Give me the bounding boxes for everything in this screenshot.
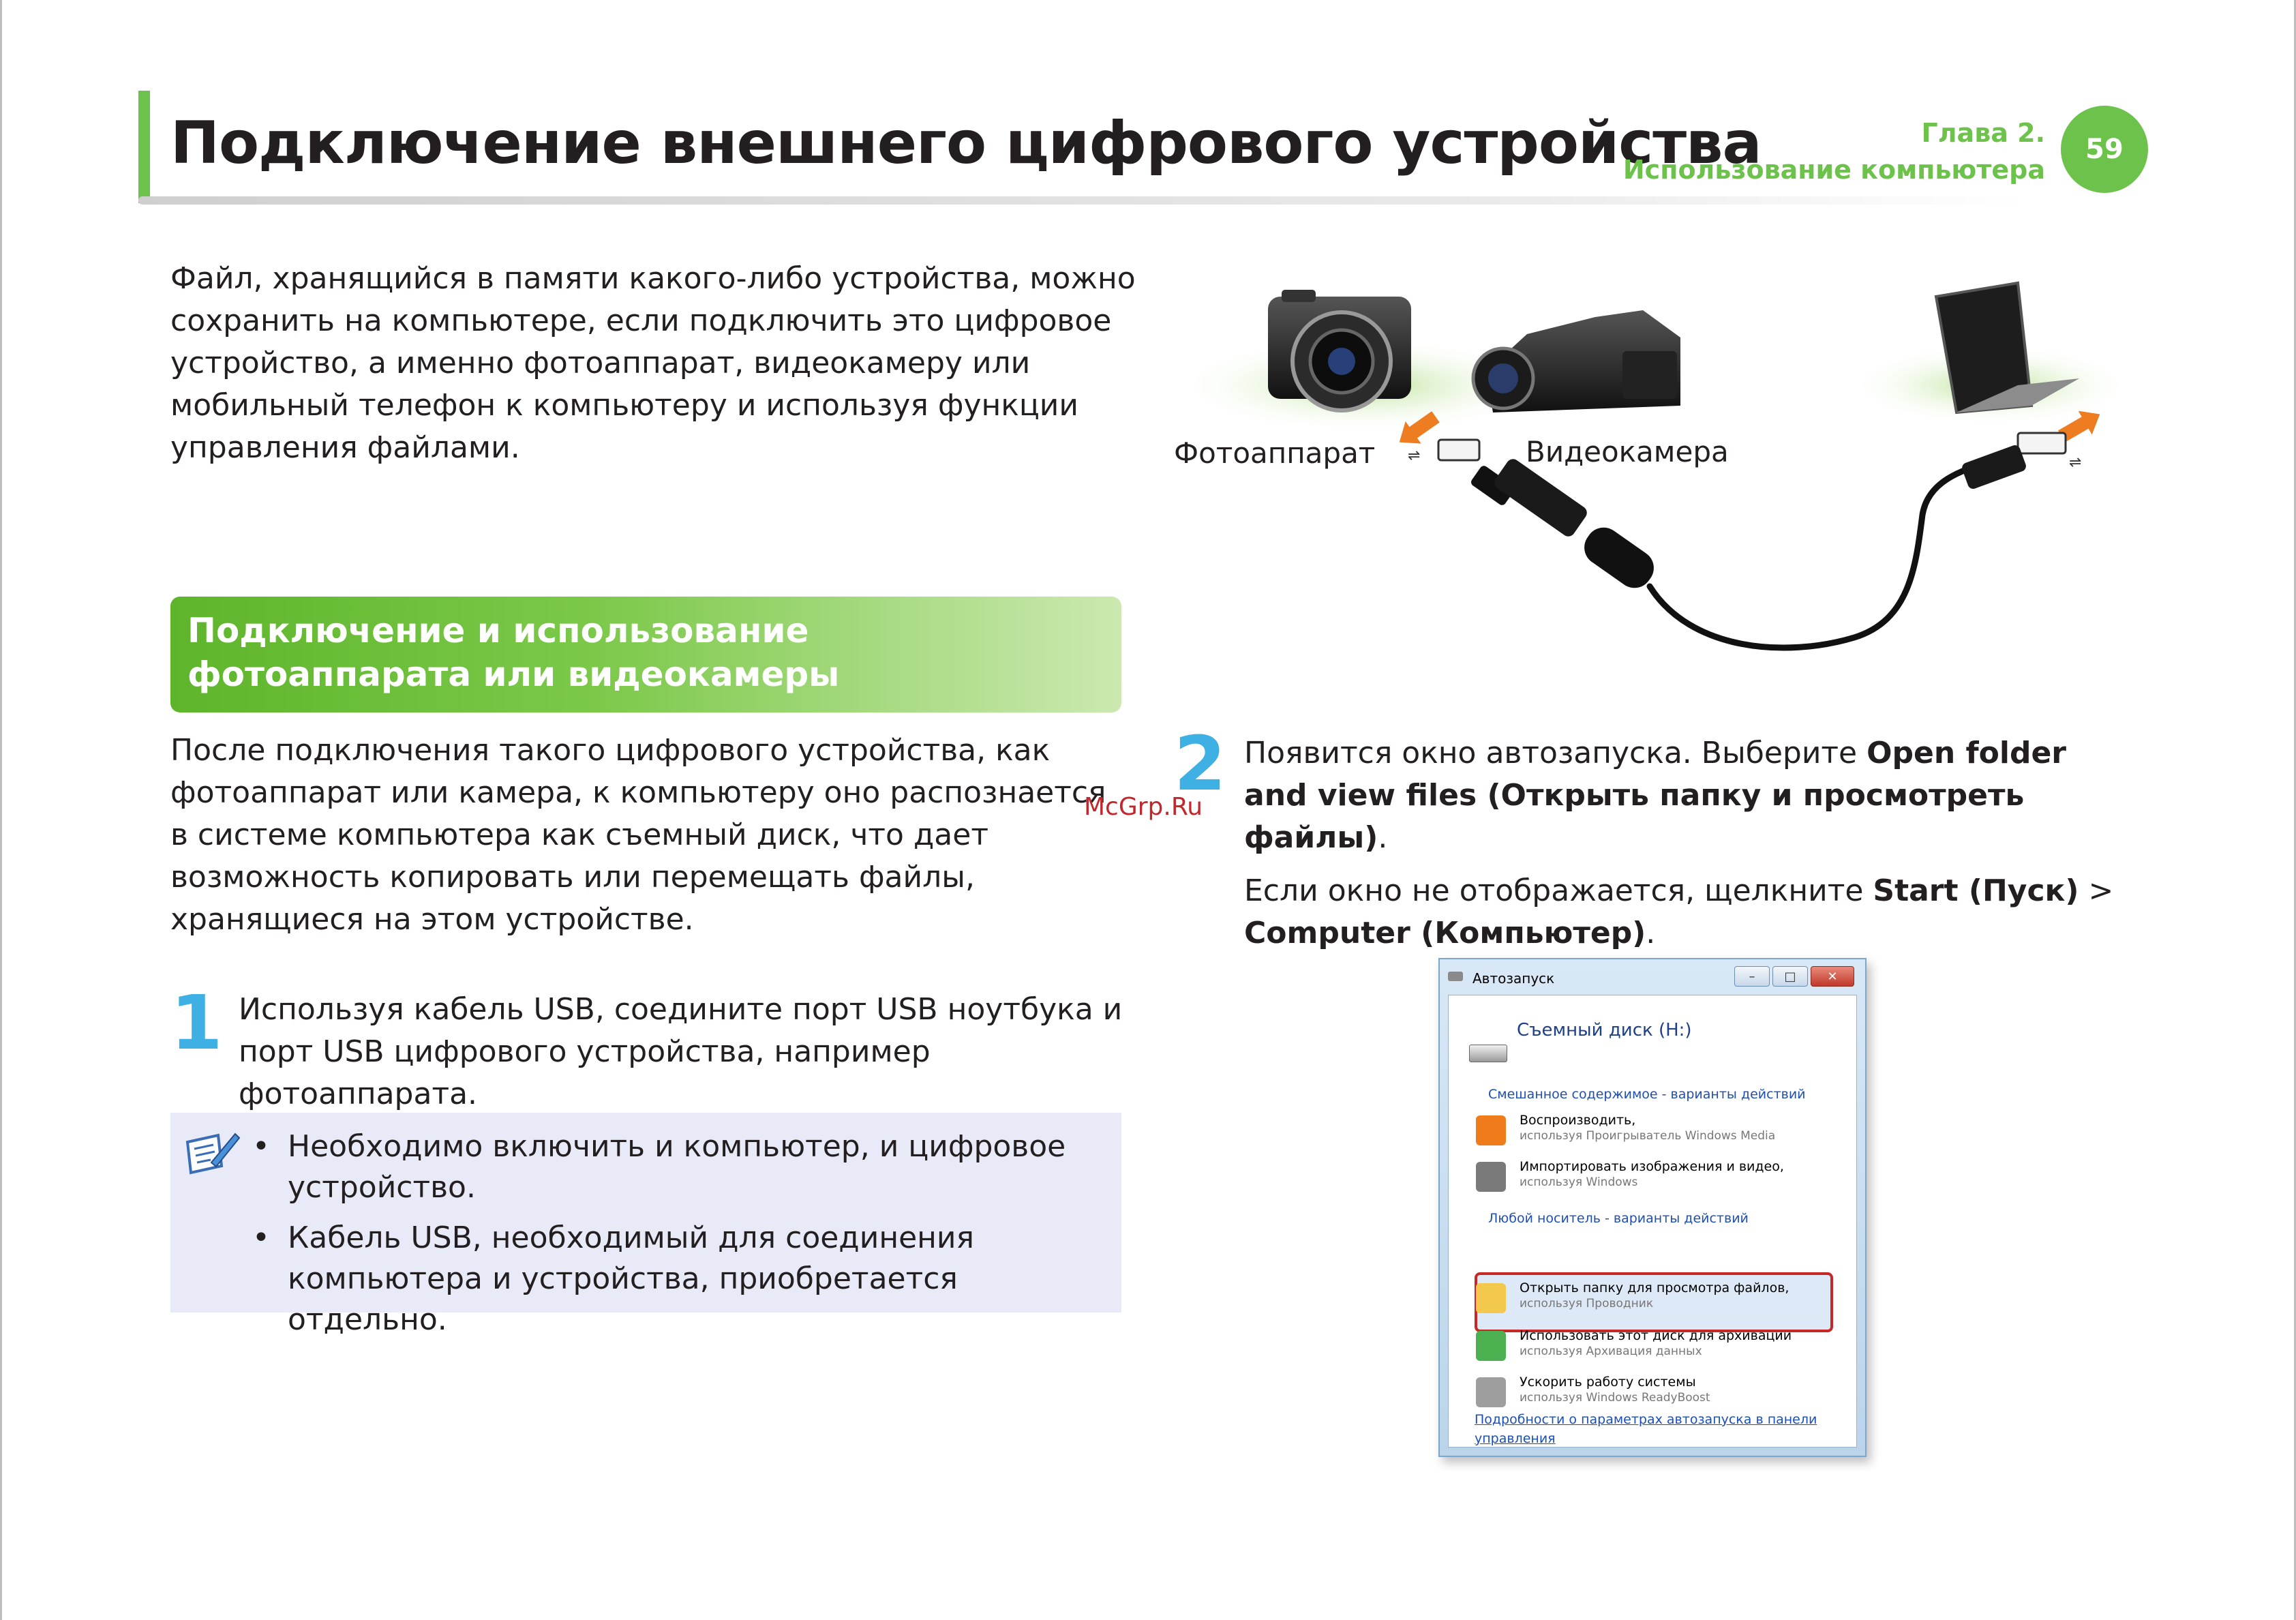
section-title-line1: Подключение и использование <box>187 611 809 650</box>
watermark: McGrp.Ru <box>1084 793 1203 821</box>
chapter-title: Использование компьютера <box>1622 155 2045 185</box>
usb-plug <box>2018 433 2066 453</box>
drive-name: Съемный диск (H:) <box>1517 1020 1692 1040</box>
step-2-text <box>1244 732 2130 965</box>
camera-caption: Фотоаппарат <box>1174 436 1376 470</box>
computer-command: Computer (Компьютер) <box>1244 916 1646 950</box>
minimize-button[interactable]: – <box>1734 966 1770 987</box>
section-body: После подключения такого цифрового устройства, как фотоаппарат или камера, к компьютеру оно распознается в системе компьютера как съемный диск, что дает возможность копировать или перемещать файлы, хранящиеся на этом устройстве. <box>170 733 1106 937</box>
usb-symbol-left: ⇌ <box>1408 447 1421 464</box>
media-player-icon <box>1476 1115 1506 1145</box>
autoplay-dialog <box>1438 958 1867 1457</box>
camcorder-icon <box>1473 310 1680 412</box>
camcorder-caption: Видеокамера <box>1526 435 1729 468</box>
note-item-text: Необходимо включить и компьютер, и цифровое устройство. <box>288 1129 1066 1205</box>
step-2-paragraph-2 <box>1244 870 2130 955</box>
folder-icon <box>1476 1283 1506 1313</box>
option-import-detail: используя Windows <box>1520 1175 1638 1189</box>
chapter-label <box>1623 115 2045 188</box>
close-button[interactable]: ✕ <box>1811 966 1854 987</box>
page-edge-left <box>0 0 2 1620</box>
readyboost-icon <box>1476 1377 1506 1407</box>
step-1-number: 1 <box>170 979 223 1066</box>
option-open-folder[interactable]: Открыть папку для просмотра файлов, <box>1520 1280 1789 1295</box>
step-2-number: 2 <box>1174 720 1226 807</box>
dialog-content <box>1448 995 1857 1448</box>
camera-icon <box>1268 290 1411 410</box>
usb-cable <box>1470 444 2027 648</box>
device-connection-illustration <box>1173 269 2147 678</box>
removable-drive-icon <box>1469 1045 1507 1062</box>
page-title: Подключение внешнего цифрового устройства <box>170 109 1762 177</box>
note-item-text: Кабель USB, необходимый для соединения компьютера и устройства, приобретается отдельно. <box>288 1220 974 1337</box>
option-readyboost-detail: используя Windows ReadyBoost <box>1520 1391 1710 1405</box>
note-item <box>252 1126 1118 1208</box>
option-readyboost[interactable]: Ускорить работу системы <box>1520 1375 1696 1390</box>
note-item <box>252 1218 1118 1340</box>
option-play-detail: используя Проигрыватель Windows Media <box>1520 1129 1776 1143</box>
intro-paragraph: Файл, хранящийся в памяти какого-либо устройства, можно сохранить на компьютере, если подключить это цифровое устройство, а именно фотоаппарат, видеокамеру или мобильный телефон к компьютеру и используя функции управления файлами. <box>170 261 1136 465</box>
step-2-text-part: > <box>2079 873 2114 908</box>
step-2-text-part: Если окно не отображается, щелкните <box>1244 873 1873 908</box>
option-open-folder-detail: используя Проводник <box>1520 1297 1654 1310</box>
dialog-title: Автозапуск <box>1472 970 1555 987</box>
option-import[interactable]: Импортировать изображения и видео, <box>1520 1159 1784 1174</box>
option-backup-detail: используя Архивация данных <box>1520 1345 1702 1358</box>
bullet: • <box>252 1220 270 1255</box>
drive-small-icon <box>1448 972 1463 981</box>
open-folder-command: Open folder and view files (Открыть папку и просмотреть файлы) <box>1244 736 2066 855</box>
step-2-text-part: . <box>1646 916 1656 950</box>
group-any-media: Любой носитель - варианты действий <box>1488 1211 1749 1226</box>
note-pencil-icon <box>181 1128 242 1183</box>
chapter-number: Глава 2. <box>1921 118 2045 148</box>
step-2-paragraph-1 <box>1244 732 2130 859</box>
section-title-line2: фотоаппарата или видеокамеры <box>187 655 840 694</box>
section-title <box>187 609 839 696</box>
start-command: Start (Пуск) <box>1873 873 2079 908</box>
mini-usb-plug <box>1438 440 1479 460</box>
maximize-button[interactable]: □ <box>1772 966 1808 987</box>
step-2-text-part: . <box>1378 820 1388 855</box>
step-1-text: Используя кабель USB, соедините порт USB ноутбука и порт USB цифрового устройства, например фотоаппарата. <box>239 992 1123 1111</box>
note-list <box>252 1126 1118 1350</box>
option-backup[interactable]: Использовать этот диск для архивации <box>1520 1328 1792 1343</box>
camera-import-icon <box>1476 1162 1506 1192</box>
title-underline <box>138 196 2027 205</box>
bullet: • <box>252 1129 270 1164</box>
page-number-badge: 59 <box>2061 106 2148 193</box>
autoplay-settings-link[interactable]: Подробности о параметрах автозапуска в панели управления <box>1475 1412 1817 1446</box>
step-2-text-part: Появится окно автозапуска. Выберите <box>1244 736 1867 770</box>
backup-icon <box>1476 1331 1506 1361</box>
group-mixed-content: Смешанное содержимое - варианты действий <box>1488 1087 1806 1102</box>
option-play[interactable]: Воспроизводить, <box>1520 1113 1636 1128</box>
usb-symbol-right: ⇌ <box>2069 454 2082 471</box>
title-accent-bar <box>138 91 150 203</box>
